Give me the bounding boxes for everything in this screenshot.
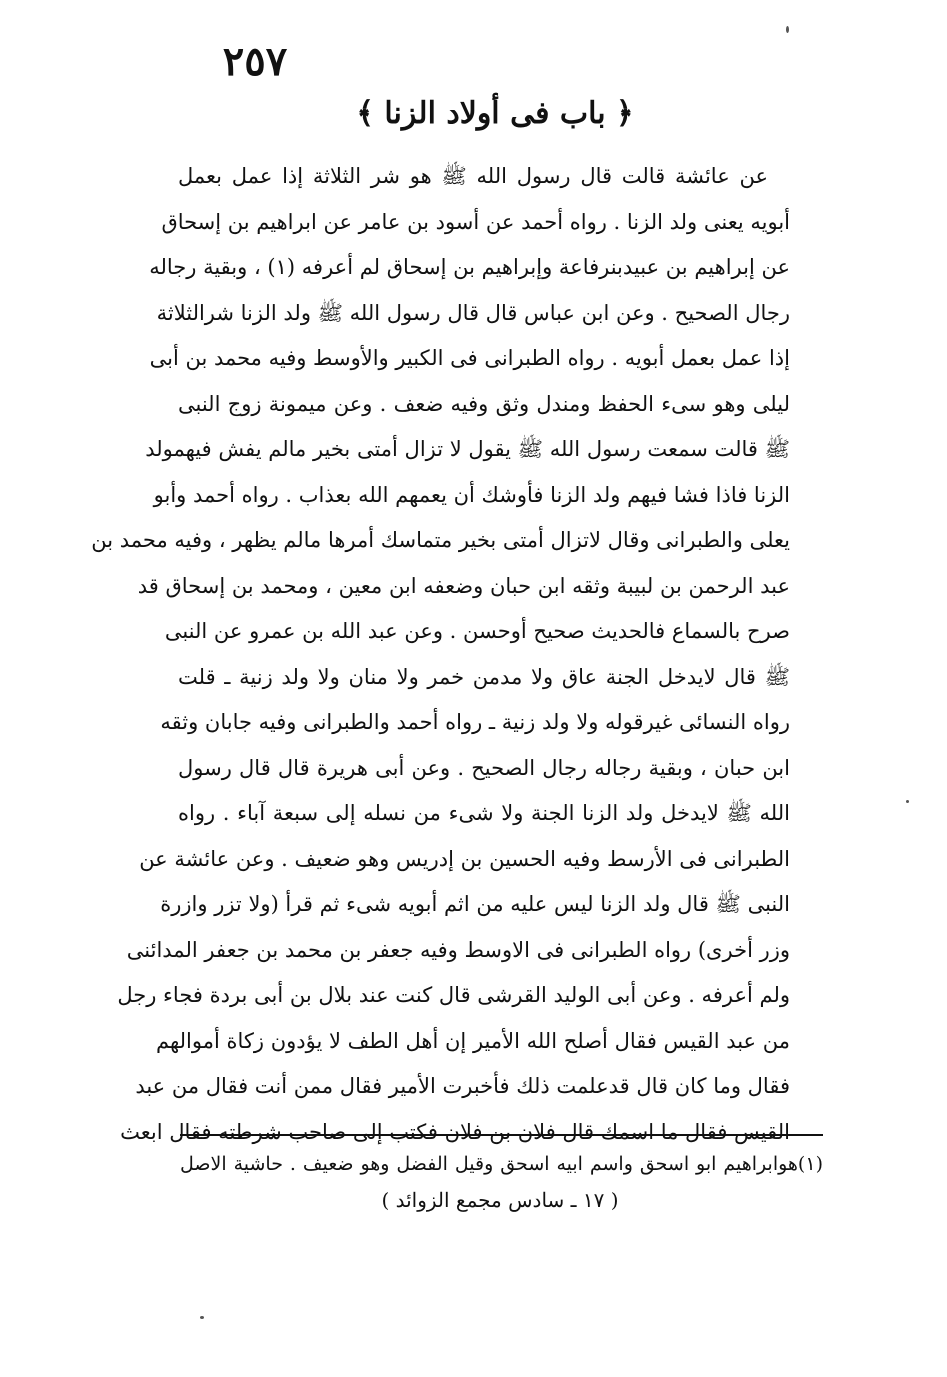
body-line: أبويه يعنى ولد الزنا . رواه أحمد عن أسود بن عامر عن ابراهيم بن إسحاق [161, 209, 790, 234]
body-line: عبد الرحمن بن لبيبة وثقه ابن حبان وضعفه ابن معين ، ومحمد بن إسحاق قد [137, 573, 790, 598]
scan-speck [906, 800, 909, 803]
body-line: النبى ﷺ قال ولد الزنا ليس عليه من اثم أبويه شىء ثم قرأ (ولا تزر وازرة [160, 892, 790, 916]
body-line: ﷺ قالت سمعت رسول الله ﷺ يقول لا تزال أمتى بخير مالم يفش فيهمولد [145, 437, 790, 461]
body-line: من عبد القيس فقال أصلح الله الأمير إن أهل الطف لا يؤدون زكاة أموالهم [156, 1028, 790, 1053]
body-line: ليلى وهو سىء الحفظ ومندل وثق وفيه ضعف . وعن ميمونة زوج النبى [178, 391, 790, 416]
body-line: ﷺ قال لايدخل الجنة عاق ولا مدمن خمر ولا منان ولا ولد زنية ـ قلت [178, 664, 791, 689]
body-line: ابن حبان ، وبقية رجاله رجال الصحيح . وعن أبى هريرة قال قال رسول [178, 755, 790, 780]
body-line: إذا عمل بعمل أبويه . رواه الطبرانى فى الكبير والأوسط وفيه محمد بن أبى [149, 346, 790, 370]
body-line: يعلى والطبرانى وقال لاتزال أمتى بخير متماسك أمرها مالم يظهر ، وفيه محمد بن [91, 528, 790, 552]
body-line: الله ﷺ لايدخل ولد الزنا الجنة ولا شىء من نسله إلى سبعة آباء . رواه [178, 801, 790, 825]
chapter-heading: ﴿ باب فى أولاد الزنا ﴾ [356, 96, 634, 131]
footnote: (١)هوابراهيم ابو اسحق واسم ابيه اسحق وقيل الفضل وهو ضعيف . حاشية الاصل [180, 1153, 823, 1175]
scan-speck [200, 1316, 204, 1319]
body-line: صرح بالسماع فالحديث صحيح أوحسن . وعن عبد الله بن عمرو عن النبى [164, 619, 790, 643]
body-line: عن إبراهيم بن عبيدبنرفاعة وإبراهيم بن إسحاق لم أعرفه (١) ، وبقية رجاله [149, 255, 790, 279]
body-line: الزنا فاذا فشا فيهم ولد الزنا فأوشك أن يعمهم الله بعذاب . رواه أحمد وأبو [153, 482, 790, 507]
body-line: عن عائشة قالت قال رسول الله ﷺ هو شر الثلاثة إذا عمل بعمل [178, 164, 768, 188]
body-line: القيس فقال ما اسمك قال فلان بن فلان فكتب إلى صاحب شرطته فقال ابعث [120, 1119, 790, 1144]
footnote-divider [180, 1134, 823, 1136]
page-number: ٢٥٧ [222, 38, 288, 85]
body-line: وزر أخرى) رواه الطبرانى فى الاوسط وفيه جعفر بن محمد بن جعفر المدائنى [126, 937, 790, 962]
body-line: الطبرانى فى الأرسط وفيه الحسين بن إدريس وهو ضعيف . وعن عائشة عن [139, 846, 790, 871]
body-line: فقال وما كان قال قدعلمت ذلك فأخبرت الأمير فقال ممن أنت فقال من عبد [135, 1074, 790, 1098]
scan-speck [786, 26, 789, 33]
signature-line: ( ١٧ ـ سادس مجمع الزوائد ) [381, 1188, 619, 1212]
body-line: رجال الصحيح . وعن ابن عباس قال قال رسول الله ﷺ ولد الزنا شرالثلاثة [156, 300, 790, 325]
body-text [91, 154, 791, 1155]
body-line: ولم أعرفه . وعن أبى الوليد القرشى قال كنت عند بلال بن أبى بردة فجاء رجل [117, 983, 790, 1007]
body-line: رواه النسائى غيرقوله ولا ولد زنية ـ رواه أحمد والطبرانى وفيه جابان وثقه [160, 710, 790, 734]
